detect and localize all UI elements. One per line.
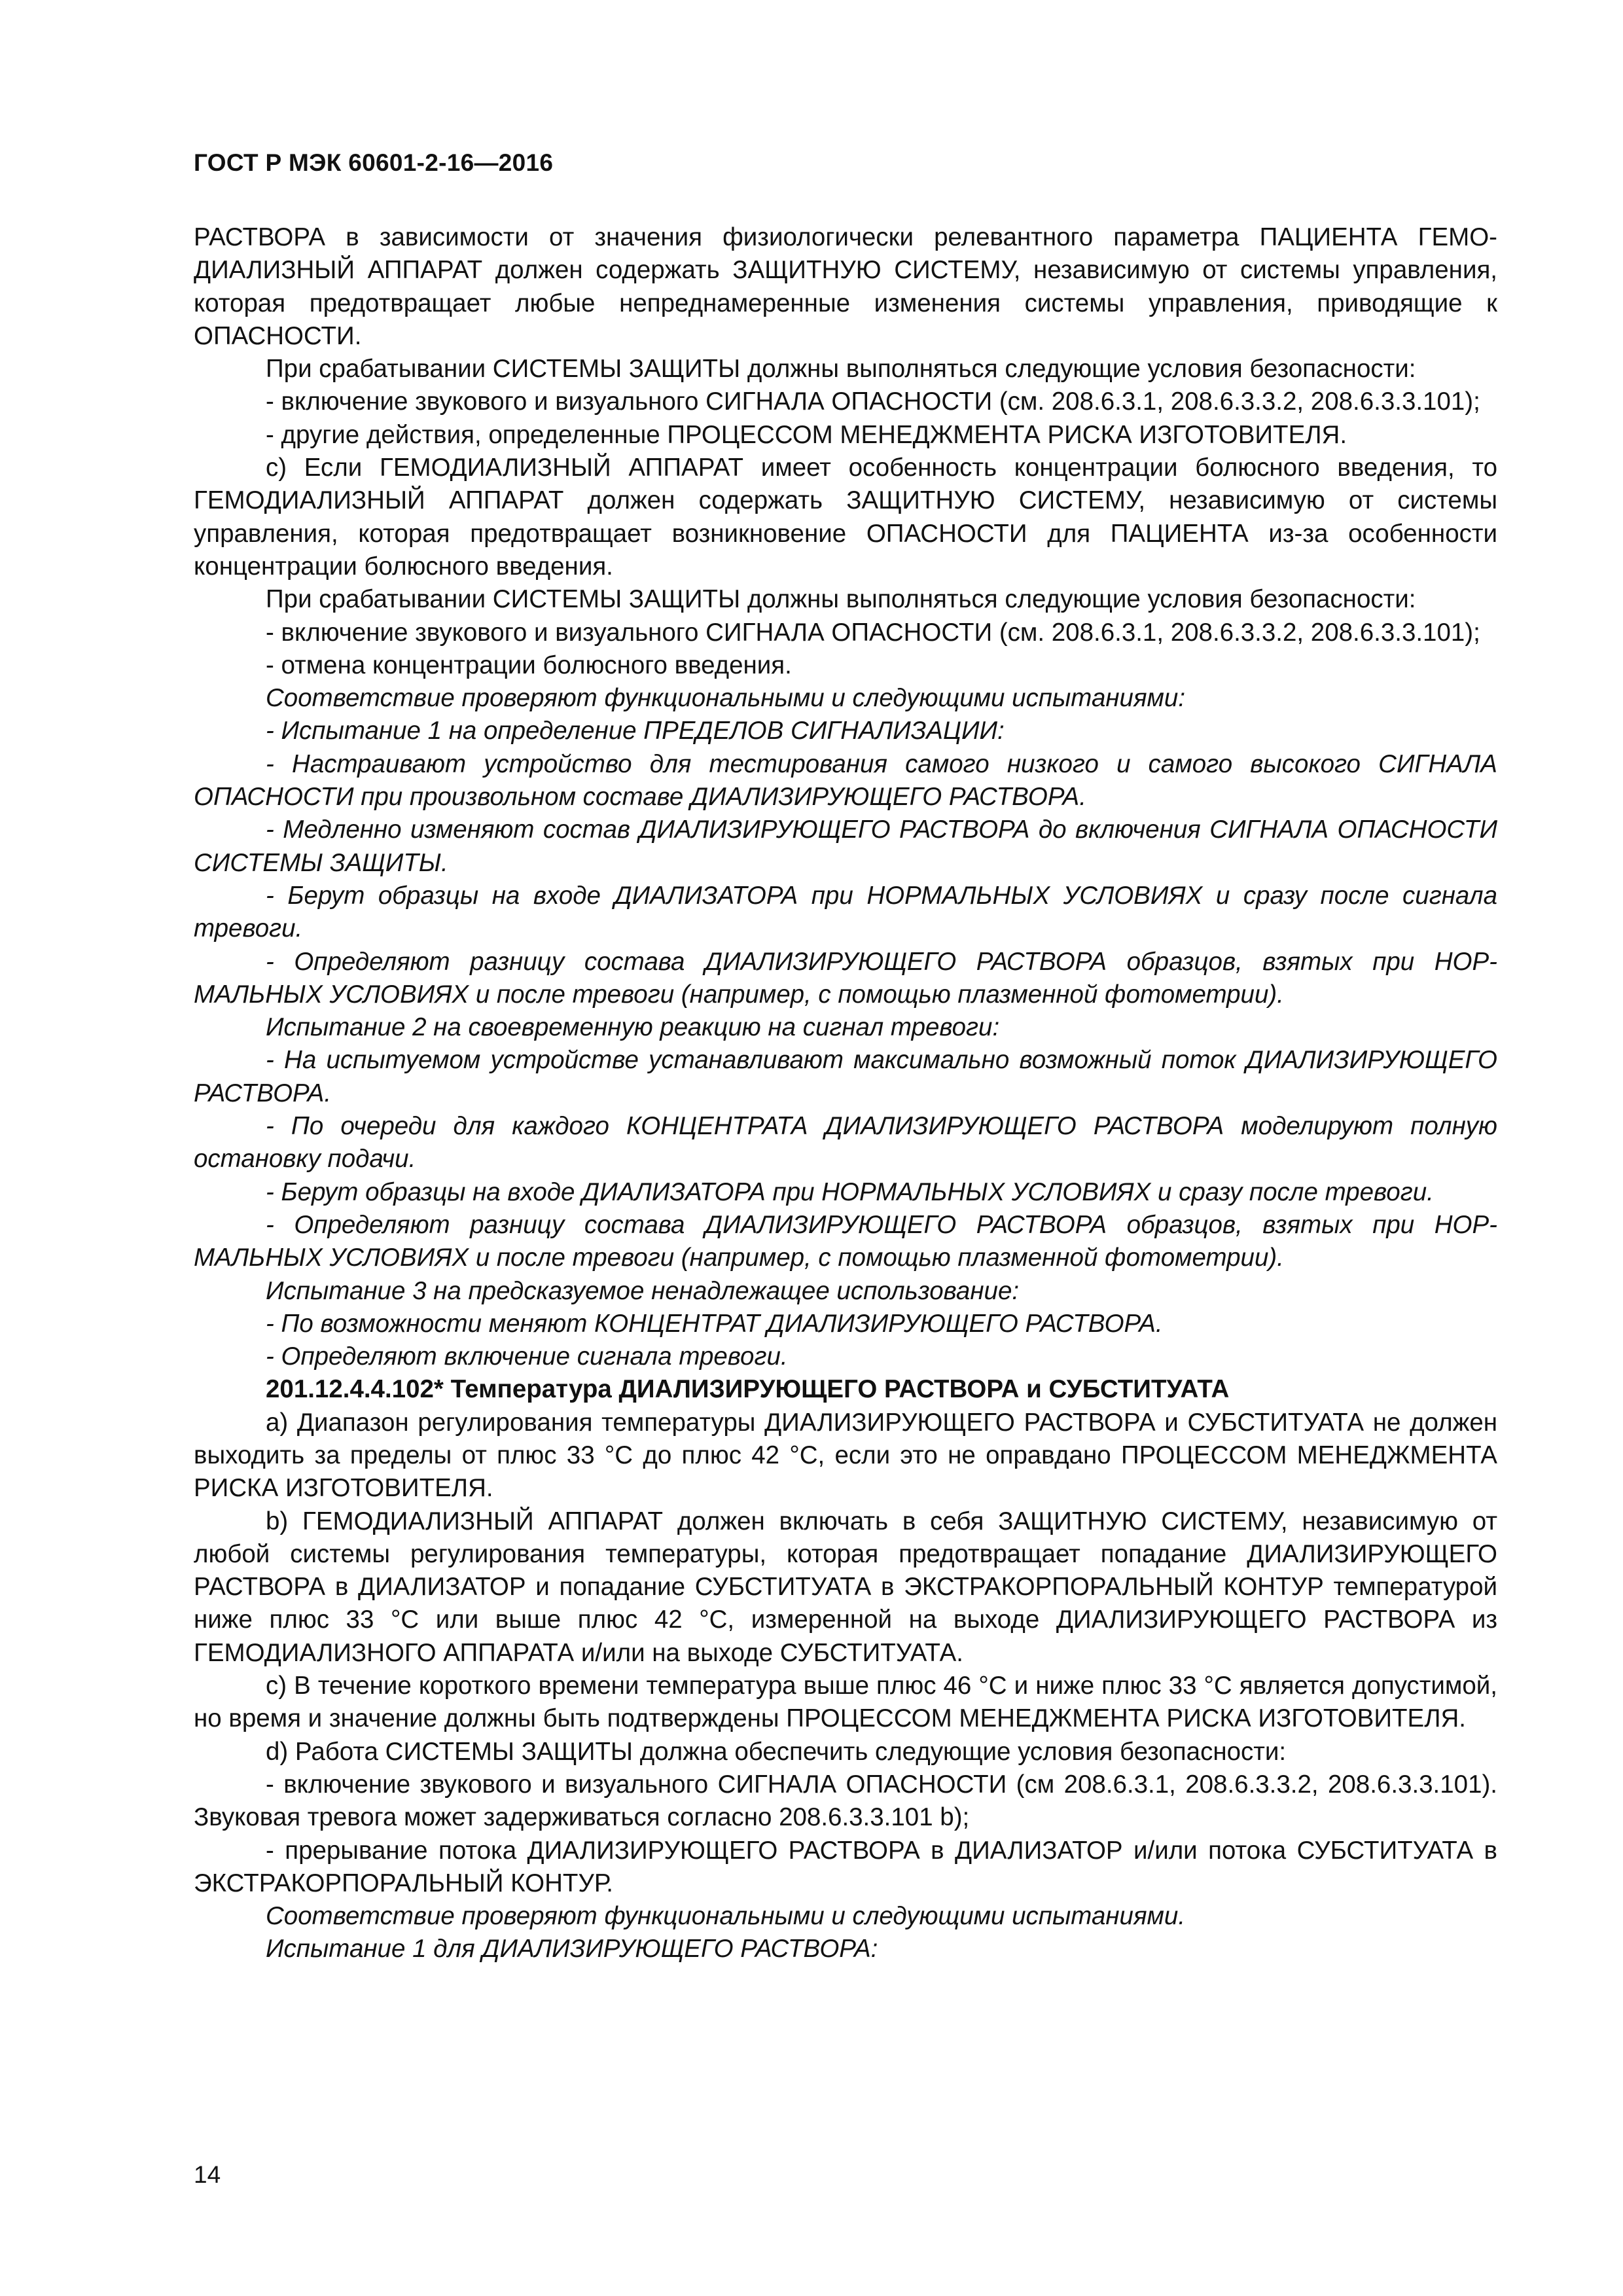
list-item: - отмена концентрации болюсного введения. — [266, 651, 792, 679]
compliance-paragraph: Соответствие проверяют функциональными и следующими испытаниями: — [266, 684, 1186, 713]
test-item: - Настраивают устройство для тестирования самого низкого и самого высокого СИГНАЛА ОПАСНОСТИ при произвольном составе ДИАЛИЗИРУЮЩЕГО РАСТВОРА. — [194, 749, 1497, 812]
test-item: - Берут образцы на входе ДИАЛИЗАТОРА при НОРМАЛЬНЫХ УСЛОВИЯХ и сразу после сигнала тревоги. — [194, 881, 1497, 943]
test-item: - Определяют разницу состава ДИАЛИЗИРУЮЩЕГО РАСТВОРА образцов, взятых при НОРМАЛЬНЫХ УСЛОВИЯХ и после тревоги (например, с помощью плазменной фотометрии). — [194, 1210, 1497, 1272]
test-item: - Определяют включение сигнала тревоги. — [266, 1342, 788, 1371]
list-item: - включение звукового и визуального СИГНАЛА ОПАСНОСТИ (см 208.6.3.1, 208.6.3.3.2, 208.6.3.3.101). Звуковая тревога может задерживаться согласно 208.6.3.3.101 b); — [194, 1770, 1497, 1832]
compliance-paragraph: Соответствие проверяют функциональными и следующими испытаниями. — [266, 1902, 1186, 1931]
test-item: - Испытание 1 на определение ПРЕДЕЛОВ СИГНАЛИЗАЦИИ: — [266, 717, 1005, 745]
list-item: - включение звукового и визуального СИГНАЛА ОПАСНОСТИ (см. 208.6.3.1, 208.6.3.3.2, 208.6.3.3.101); — [266, 618, 1480, 647]
list-item: - включение звукового и визуального СИГНАЛА ОПАСНОСТИ (см. 208.6.3.1, 208.6.3.3.2, 208.6.3.3.101); — [266, 387, 1480, 416]
test-item: - По очереди для каждого КОНЦЕНТРАТА ДИАЛИЗИРУЮЩЕГО РАСТВОРА моделируют полную остановку подачи. — [194, 1112, 1497, 1174]
test-item: - По возможности меняют КОНЦЕНТРАТ ДИАЛИЗИРУЮЩЕГО РАСТВОРА. — [266, 1309, 1163, 1338]
paragraph: d) Работа СИСТЕМЫ ЗАЩИТЫ должна обеспечить следующие условия безопасности: — [266, 1737, 1287, 1766]
paragraph: с) В течение короткого времени температура выше плюс 46 °С и ниже плюс 33 °С является допустимой, но время и значение должны быть подтверждены ПРОЦЕССОМ МЕНЕДЖМЕНТА РИСКА ИЗГОТОВИТЕЛЯ. — [194, 1672, 1497, 1733]
paragraph: a) Диапазон регулирования температуры ДИАЛИЗИРУЮЩЕГО РАСТВОРА и СУБСТИТУАТА не должен выходить за пределы от плюс 33 °С до плюс 42 °С, если это не оправдано ПРОЦЕССОМ МЕНЕДЖМЕНТА РИСКА ИЗГОТОВИТЕЛЯ. — [194, 1408, 1497, 1503]
paragraph: с) Если ГЕМОДИАЛИЗНЫЙ АППАРАТ имеет особенность концентрации болюсного введения, то ГЕМОДИАЛИЗНЫЙ АППАРАТ должен содержать ЗАЩИТНУЮ СИСТЕМУ, независимую от системы управления, которая предотвращает возникновение ОПАСНОСТИ для ПАЦИЕНТА из-за особенности концентрации болюсного введения. — [194, 454, 1497, 581]
page-number: 14 — [194, 2161, 221, 2188]
test-item: - Медленно изменяют состав ДИАЛИЗИРУЮЩЕГО РАСТВОРА до включения СИГНАЛА ОПАСНОСТИ СИСТЕМЫ ЗАЩИТЫ. — [194, 816, 1497, 877]
paragraph: При срабатывании СИСТЕМЫ ЗАЩИТЫ должны выполняться следующие условия безопасности: — [266, 355, 1416, 384]
list-item: - другие действия, определенные ПРОЦЕССОМ МЕНЕДЖМЕНТА РИСКА ИЗГОТОВИТЕЛЯ. — [266, 420, 1347, 449]
test-heading: Испытание 3 на предсказуемое ненадлежащее использование: — [266, 1276, 1020, 1305]
section-heading: 201.12.4.4.102* Температура ДИАЛИЗИРУЮЩЕГО РАСТВОРА и СУБСТИТУАТА — [266, 1375, 1230, 1404]
test-item: - На испытуемом устройстве устанавливают максимально возможный поток ДИАЛИЗИРУЮЩЕГО РАСТВОРА. — [194, 1046, 1497, 1107]
test-heading: Испытание 1 для ДИАЛИЗИРУЮЩЕГО РАСТВОРА: — [266, 1935, 878, 1964]
paragraph: РАСТВОРА в зависимости от значения физиологически релевантного параметра ПАЦИЕНТА ГЕМОДИАЛИЗНЫЙ АППАРАТ должен содержать ЗАЩИТНУЮ СИСТЕМУ, независимую от системы управления, которая предотвращает любые непреднамеренные изменения системы управления, приводящие к ОПАСНОСТИ. — [194, 223, 1497, 350]
paragraph: При срабатывании СИСТЕМЫ ЗАЩИТЫ должны выполняться следующие условия безопасности: — [266, 585, 1416, 614]
list-item: - прерывание потока ДИАЛИЗИРУЮЩЕГО РАСТВОРА в ДИАЛИЗАТОР и/или потока СУБСТИТУАТА в ЭКСТРАКОРПОРАЛЬНЫЙ КОНТУР. — [194, 1836, 1497, 1897]
test-heading: Испытание 2 на своевременную реакцию на сигнал тревоги: — [266, 1013, 1000, 1042]
paragraph: b) ГЕМОДИАЛИЗНЫЙ АППАРАТ должен включать в себя ЗАЩИТНУЮ СИСТЕМУ, независимую от любой системы регулирования температуры, которая предотвращает попадание ДИАЛИЗИРУЮЩЕГО РАСТВОРА в ДИАЛИЗАТОР и попадание СУБСТИТУАТА в ЭКСТРАКОРПОРАЛЬНЫЙ КОНТУР температурой ниже плюс 33 °С или выше плюс 42 °С, измеренной на выходе ДИАЛИЗИРУЮЩЕГО РАСТВОРА из ГЕМОДИАЛИЗНОГО АППАРАТА и/или на выходе СУБСТИТУАТА. — [194, 1507, 1497, 1667]
test-item: - Определяют разницу состава ДИАЛИЗИРУЮЩЕГО РАСТВОРА образцов, взятых при НОРМАЛЬНЫХ УСЛОВИЯХ и после тревоги (например, с помощью плазменной фотометрии). — [194, 947, 1497, 1009]
test-item: - Берут образцы на входе ДИАЛИЗАТОРА при НОРМАЛЬНЫХ УСЛОВИЯХ и сразу после тревоги. — [266, 1177, 1434, 1206]
document-body — [194, 221, 1497, 1966]
document-header: ГОСТ Р МЭК 60601-2-16—2016 — [194, 149, 554, 176]
